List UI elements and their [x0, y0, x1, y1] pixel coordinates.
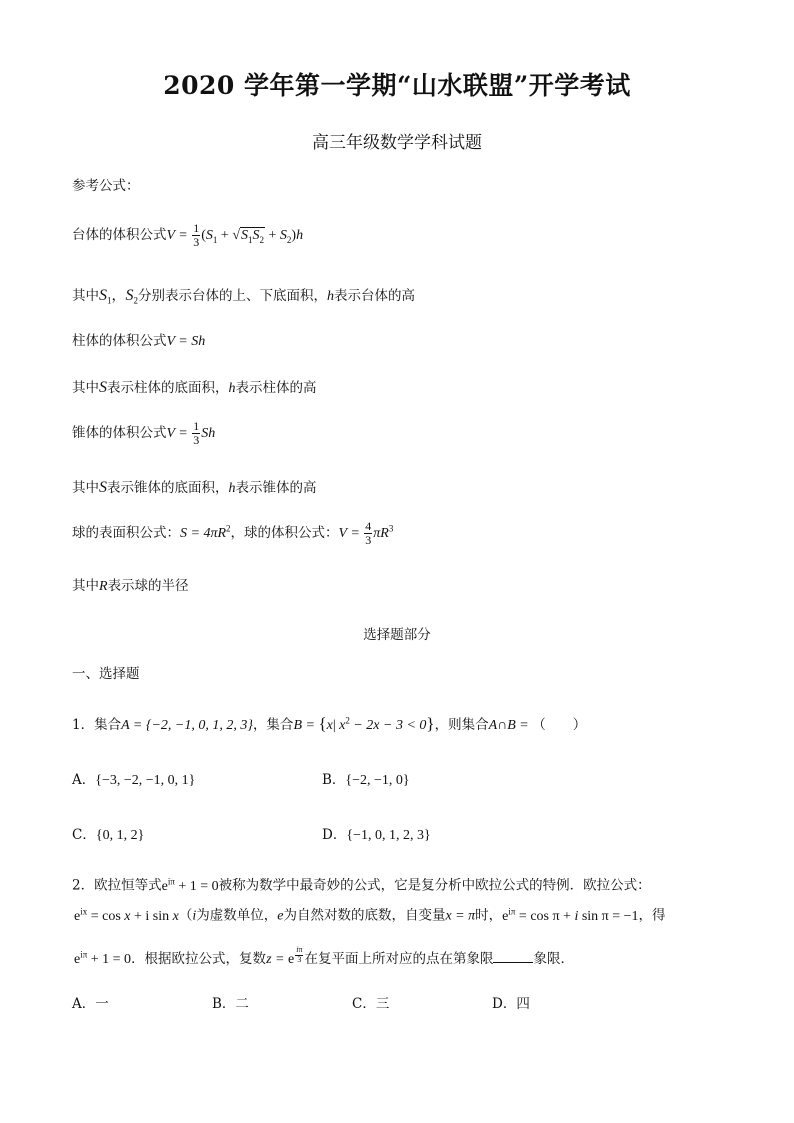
prism-note: 其中S表示柱体的底面积，h表示柱体的高 [72, 379, 317, 396]
frustum-note: 其中$S_1$，$S_2$分别表示台体的上、下底面积，h表示台体的高 [72, 287, 415, 306]
frustum-equation: V = [166, 228, 192, 244]
page-title: 2020 学年第一学期“山水联盟”开学考试 [163, 71, 631, 100]
q1-option-c[interactable]: C．{0, 1, 2} [72, 827, 145, 843]
page-subtitle: 高三年级数学学科试题 [312, 133, 482, 153]
question-2-line-2: $e^{ix} = \cos x + i$ sin x（i为虚数单位，e为自然对数的底数，自变量x = π时，$e^{i\pi} = \cos \pi + i$ sin π = −1，得 [74, 906, 666, 924]
section-heading: 一、选择题 [72, 666, 140, 682]
frustum-label: 台体的体积公式 [72, 227, 167, 244]
answer-blank[interactable] [493, 950, 533, 963]
q1-option-a[interactable]: A．{−3, −2, −1, 0, 1} [72, 772, 196, 788]
section-part-title: 选择题部分 [363, 627, 431, 643]
cone-note: 其中S表示锥体的底面积，h表示锥体的高 [72, 479, 317, 496]
question-2-line-3: $e^{i\pi} + 1 = 0$．根据欧拉公式，复数z = e $^{\frac{i\pi}{3}}$ 在复平面上所对应的点在第象限 象限． [74, 945, 574, 968]
one-third-fraction: $\frac{1}{3}$ [193, 221, 200, 250]
frustum-formula: 台体的体积公式V = $\frac{1}{3}$ $(S_1 + √S_1S_2 + S_2)h$ [72, 221, 304, 250]
q2-option-b[interactable]: B．二 [212, 996, 249, 1012]
q1-option-b[interactable]: B．{−2, −1, 0} [322, 772, 410, 788]
q1-option-d[interactable]: D．{−1, 0, 1, 2, 3} [322, 827, 431, 843]
cone-formula: 锥体的体积公式V = $\frac{1}{3}$ Sh [72, 419, 216, 448]
q2-option-c[interactable]: C．三 [352, 996, 390, 1012]
question-2-line-1: 2．欧拉恒等式$e^{i\pi} + 1 = 0$被称为数学中最奇妙的公式，它是复分析中欧拉公式的特例．欧拉公式： [72, 876, 651, 894]
formulas-heading: 参考公式： [72, 178, 140, 194]
q2-option-d[interactable]: D．四 [492, 996, 530, 1012]
question-1: 1．集合A = {−2, −1, 0, 1, 2, 3}，集合B = {x| $x^2 - 2x - 3 < 0$}，则集合A∩B = （ ） [72, 714, 587, 733]
prism-formula: 柱体的体积公式V = Sh [72, 333, 206, 349]
sphere-formula: 球的表面积公式：$S = 4\pi R^2$，球的体积公式：V = $\frac{4}{3}$ $\pi R^3$ [72, 519, 394, 548]
q2-option-a[interactable]: A．一 [72, 996, 109, 1012]
sphere-note: 其中R表示球的半径 [72, 578, 189, 594]
